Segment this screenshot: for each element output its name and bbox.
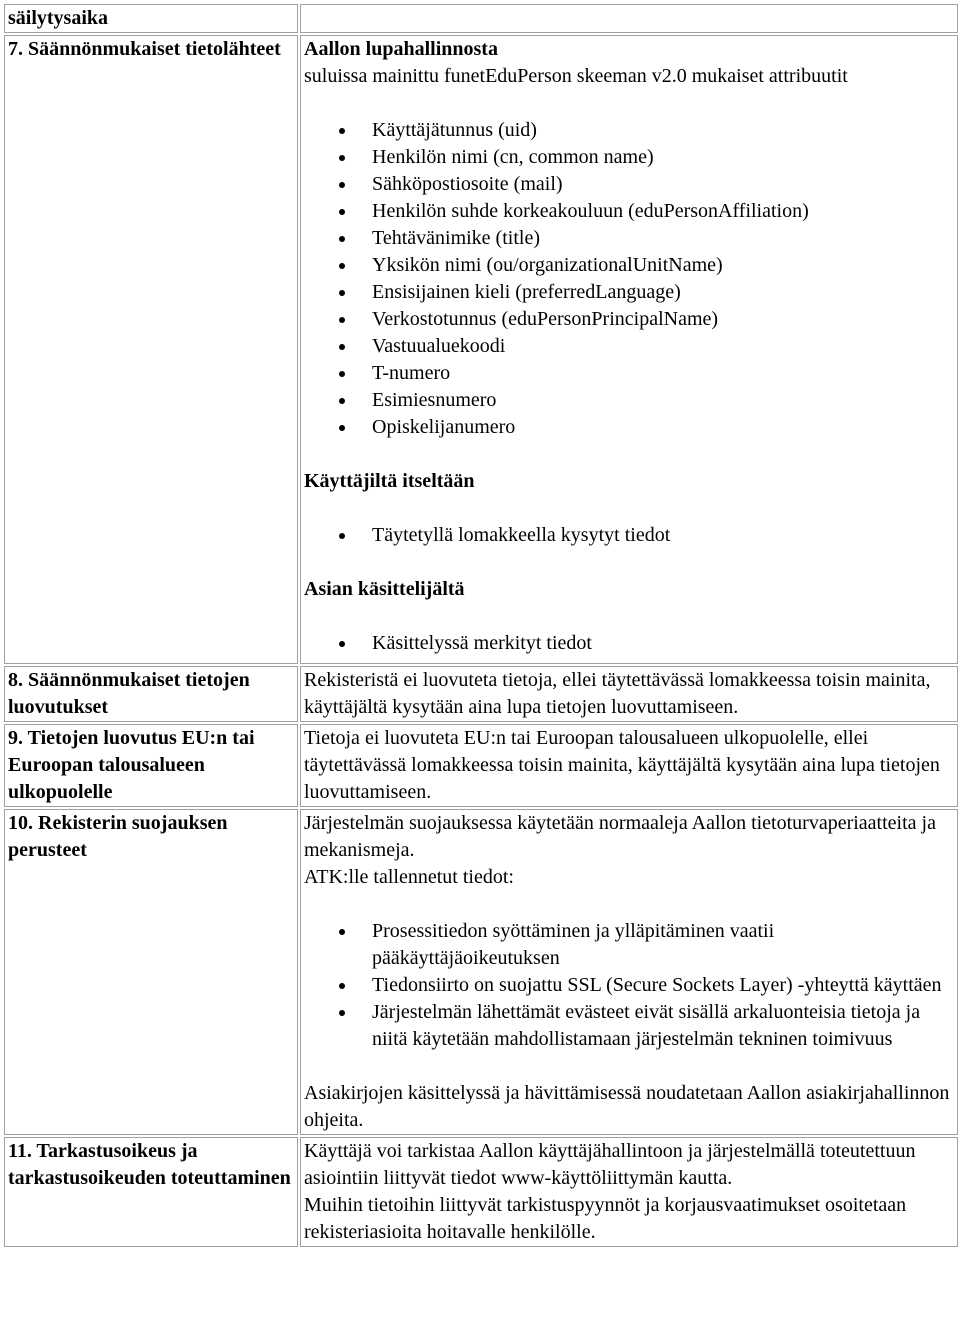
row-value bbox=[300, 1137, 958, 1247]
section-heading: Asian käsittelijältä bbox=[304, 578, 465, 600]
user-list bbox=[304, 522, 954, 549]
row-value: Rekisteristä ei luovuteta tietoja, ellei täytettävässä lomakkeessa toisin mainita, käyttäjältä kysytään aina lupa tietojen luovuttamiseen. bbox=[300, 666, 958, 722]
list-item: Henkilön suhde korkeakouluun (eduPersonAffiliation) bbox=[372, 198, 954, 225]
section-heading: Käyttäjiltä itseltään bbox=[304, 470, 475, 492]
section-intro: suluissa mainittu funetEduPerson skeeman v2.0 mukaiset attribuutit bbox=[304, 65, 848, 87]
table-row bbox=[4, 666, 958, 722]
handler-list bbox=[304, 630, 954, 657]
row-value bbox=[300, 4, 958, 33]
table-row bbox=[4, 1137, 958, 1247]
list-item: Yksikön nimi (ou/organizationalUnitName) bbox=[372, 252, 954, 279]
list-item: Henkilön nimi (cn, common name) bbox=[372, 144, 954, 171]
list-item: Sähköpostiosoite (mail) bbox=[372, 171, 954, 198]
section-outro: Asiakirjojen käsittelyssä ja hävittämisessä noudatetaan Aallon asiakirjahallinnon ohjeita. bbox=[304, 1082, 950, 1131]
list-item: Vastuualuekoodi bbox=[372, 333, 954, 360]
row-value bbox=[300, 809, 958, 1135]
list-item: Esimiesnumero bbox=[372, 387, 954, 414]
row-value bbox=[300, 35, 958, 664]
attribute-list bbox=[304, 117, 954, 441]
list-item: Prosessitiedon syöttäminen ja ylläpitäminen vaatii pääkäyttäjäoikeutuksen bbox=[372, 918, 954, 972]
register-table bbox=[2, 2, 960, 1249]
row-label: säilytysaika bbox=[4, 4, 298, 33]
list-item: Käsittelyssä merkityt tiedot bbox=[372, 630, 954, 657]
row-label: 9. Tietojen luovutus EU:n tai Euroopan talousalueen ulkopuolelle bbox=[4, 724, 298, 807]
list-item: Tehtävänimike (title) bbox=[372, 225, 954, 252]
section-intro: ATK:lle tallennetut tiedot: bbox=[304, 866, 514, 888]
paragraph: Käyttäjä voi tarkistaa Aallon käyttäjähallintoon ja järjestelmällä toteutettuun asiointiin liittyvät tiedot www-käyttöliittymän kautta. bbox=[304, 1140, 916, 1189]
list-item: T-numero bbox=[372, 360, 954, 387]
section-intro: Järjestelmän suojauksessa käytetään normaaleja Aallon tietoturvaperiaatteita ja mekanismeja. bbox=[304, 812, 936, 861]
row-label: 7. Säännönmukaiset tietolähteet bbox=[4, 35, 298, 664]
table-row bbox=[4, 35, 958, 664]
list-item: Käyttäjätunnus (uid) bbox=[372, 117, 954, 144]
list-item: Opiskelijanumero bbox=[372, 414, 954, 441]
list-item: Tiedonsiirto on suojattu SSL (Secure Sockets Layer) -yhteyttä käyttäen bbox=[372, 972, 954, 999]
row-label: 11. Tarkastusoikeus ja tarkastusoikeuden toteuttaminen bbox=[4, 1137, 298, 1247]
list-item: Täytetyllä lomakkeella kysytyt tiedot bbox=[372, 522, 954, 549]
row-label: 8. Säännönmukaiset tietojen luovutukset bbox=[4, 666, 298, 722]
row-value: Tietoja ei luovuteta EU:n tai Euroopan talousalueen ulkopuolelle, ellei täytettävässä lomakkeessa toisin mainita, käyttäjältä kysytään aina lupa tietojen luovuttamiseen. bbox=[300, 724, 958, 807]
list-item: Järjestelmän lähettämät evästeet eivät sisällä arkaluonteisia tietoja ja niitä käytetään mahdollistamaan järjestelmän tekninen toimivuus bbox=[372, 999, 954, 1053]
table-row bbox=[4, 809, 958, 1135]
table-row bbox=[4, 4, 958, 33]
security-list bbox=[304, 918, 954, 1053]
paragraph: Muihin tietoihin liittyvät tarkistuspyynnöt ja korjausvaatimukset osoitetaan rekisteriasioita hoitavalle henkilölle. bbox=[304, 1194, 907, 1243]
table-row bbox=[4, 724, 958, 807]
section-heading: Aallon lupahallinnosta bbox=[304, 38, 498, 60]
list-item: Ensisijainen kieli (preferredLanguage) bbox=[372, 279, 954, 306]
row-label: 10. Rekisterin suojauksen perusteet bbox=[4, 809, 298, 1135]
list-item: Verkostotunnus (eduPersonPrincipalName) bbox=[372, 306, 954, 333]
